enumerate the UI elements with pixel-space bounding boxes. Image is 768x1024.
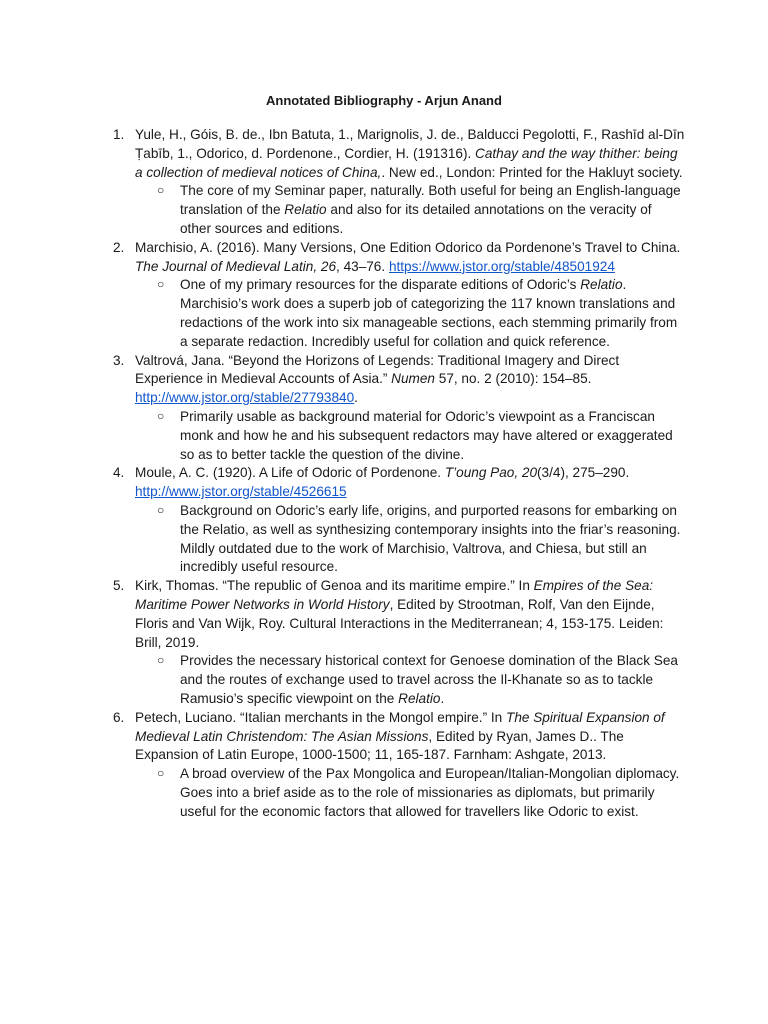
annotation-text (180, 653, 678, 706)
annotation-text (180, 766, 679, 819)
citation-text (135, 709, 686, 765)
annotation-item (157, 182, 686, 238)
bibliography-list (108, 126, 686, 821)
citation-text (135, 464, 686, 502)
text-run: Valtrová, Jana. “Beyond the Horizons of Legends: Traditional Imagery and Direct Experience in Medieval Accounts of Asia.” (135, 352, 620, 387)
italic-title: Relatio (580, 277, 623, 293)
bibliography-entry (108, 239, 686, 352)
entry-number: 5. (113, 578, 125, 594)
italic-title: Numen (391, 371, 435, 387)
entry-number: 2. (113, 239, 125, 255)
bibliography-entry (108, 709, 686, 822)
annotation-text (180, 277, 677, 348)
bibliography-entry (108, 352, 686, 465)
italic-title: Empires of the Sea: Maritime Power Networks in World History (135, 578, 654, 612)
text-run: (3/4), 275–290. (537, 465, 630, 481)
bibliography-entry (108, 126, 686, 239)
citation-link[interactable]: http://www.jstor.org/stable/4526615 (135, 484, 347, 500)
annotation-item (157, 276, 686, 351)
text-run: , 43–76. (336, 258, 389, 274)
annotation-list (135, 182, 686, 238)
hollow-circle-bullet-icon: ○ (157, 277, 165, 292)
citation-text (135, 577, 686, 652)
italic-title: Cathay and the way thither: being a collection of medieval notices of China, (135, 145, 678, 180)
text-run: Yule, H., Góis, B. de., Ibn Batuta, 1., Marignolis, J. de., Balducci Pegolotti, F., Rashīd al-Dīn Ṭabīb, 1., Odorico, d. Pordenone., Cordier, H. (191316). (135, 127, 685, 161)
text-run: Moule, A. C. (1920). A Life of Odoric of Pordenone. (135, 465, 445, 481)
hollow-circle-bullet-icon: ○ (157, 766, 165, 781)
hollow-circle-bullet-icon: ○ (157, 183, 165, 198)
text-run: Background on Odoric’s early life, origins, and purported reasons for embarking on the Relatio, as well as synthesizing contemporary insights into the friar’s reasoning. Mildly outdated due to the work of Marchisio, Valtrova, and Chiesa, but still an incredibly useful resource. (180, 502, 681, 575)
bibliography-entry (108, 464, 686, 577)
italic-title: Relatio (284, 202, 327, 218)
annotation-list (135, 765, 686, 821)
citation-text (135, 352, 686, 408)
italic-title: Relatio (398, 690, 441, 706)
text-run: Marchisio, A. (2016). Many Versions, One Edition Odorico da Pordenone’s Travel to China. (135, 239, 681, 255)
annotation-text (180, 409, 673, 462)
text-run: . (354, 390, 358, 406)
italic-title: The Journal of Medieval Latin, 26 (135, 258, 337, 274)
text-run: Kirk, Thomas. “The republic of Genoa and its maritime empire.” In (135, 578, 534, 594)
annotation-text (180, 183, 681, 236)
annotation-item (157, 652, 686, 708)
italic-title: T’oung Pao, 20 (444, 465, 538, 481)
hollow-circle-bullet-icon: ○ (157, 653, 165, 668)
text-run: . Marchisio’s work does a superb job of categorizing the 117 known translations and redactions of the work into six manageable sections, each stemming primarily from a separate redaction. Incredibly useful for collation and quick reference. (180, 277, 678, 349)
annotation-item (157, 765, 686, 821)
entry-number: 1. (113, 127, 125, 142)
text-run: . New ed., London: Printed for the Hakluyt society. (381, 164, 683, 180)
text-run: and also for its detailed annotations on the veracity of other sources and editions. (180, 202, 652, 236)
text-run: , Edited by Ryan, James D.. The Expansion of Latin Europe, 1000-1500; 11, 165-187. Farnham: Ashgate, 2013. (135, 728, 624, 763)
entry-number: 4. (113, 465, 125, 481)
entry-number: 3. (113, 352, 125, 368)
text-run: . (440, 690, 445, 706)
hollow-circle-bullet-icon: ○ (157, 502, 165, 517)
citation-link[interactable]: https://www.jstor.org/stable/48501924 (388, 258, 615, 274)
citation-text (135, 126, 686, 182)
annotation-text (180, 503, 680, 574)
bibliography-entry (108, 577, 686, 709)
annotation-list (135, 502, 686, 577)
text-run: Petech, Luciano. “Italian merchants in the Mongol empire.” In (135, 709, 507, 725)
citation-link[interactable]: http://www.jstor.org/stable/27793840 (135, 390, 355, 406)
annotation-item (157, 408, 686, 464)
document-title: Annotated Bibliography - Arjun Anand (266, 93, 502, 108)
text-run: 57, no. 2 (2010): 154–85. (434, 371, 592, 387)
text-run: A broad overview of the Pax Mongolica and European/Italian-Mongolian diplomacy. Goes into a brief aside as to the role of missionaries as diplomats, but primarily useful for the economic factors that allowed for travellers like Odoric to exist. (180, 766, 680, 819)
annotation-item (157, 502, 686, 577)
text-run: One of my primary resources for the disparate editions of Odoric’s (180, 277, 581, 293)
annotation-list (135, 408, 686, 464)
citation-text (135, 239, 686, 277)
annotation-list (135, 276, 686, 351)
annotation-list (135, 652, 686, 708)
entry-number: 6. (113, 709, 125, 725)
text-run: , Edited by Strootman, Rolf, Van den Eijnde, Floris and Van Wijk, Roy. Cultural Interactions in the Mediterranean; 4, 153-175. Leiden: Brill, 2019. (135, 596, 664, 650)
text-run: Provides the necessary historical context for Genoese domination of the Black Sea and the routes of exchange used to travel across the Il-Khanate so as to tackle Ramusio’s specific viewpoint on the (180, 653, 678, 706)
hollow-circle-bullet-icon: ○ (157, 408, 165, 423)
text-run: Primarily usable as background material for Odoric’s viewpoint as a Franciscan monk and how he and his subsequent redactors may have altered or exaggerated so as to better tackle the question of the divine. (180, 408, 673, 462)
italic-title: The Spiritual Expansion of Medieval Latin Christendom: The Asian Missions (135, 709, 665, 744)
text-run: The core of my Seminar paper, naturally. Both useful for being an English-language translation of the (180, 183, 681, 218)
